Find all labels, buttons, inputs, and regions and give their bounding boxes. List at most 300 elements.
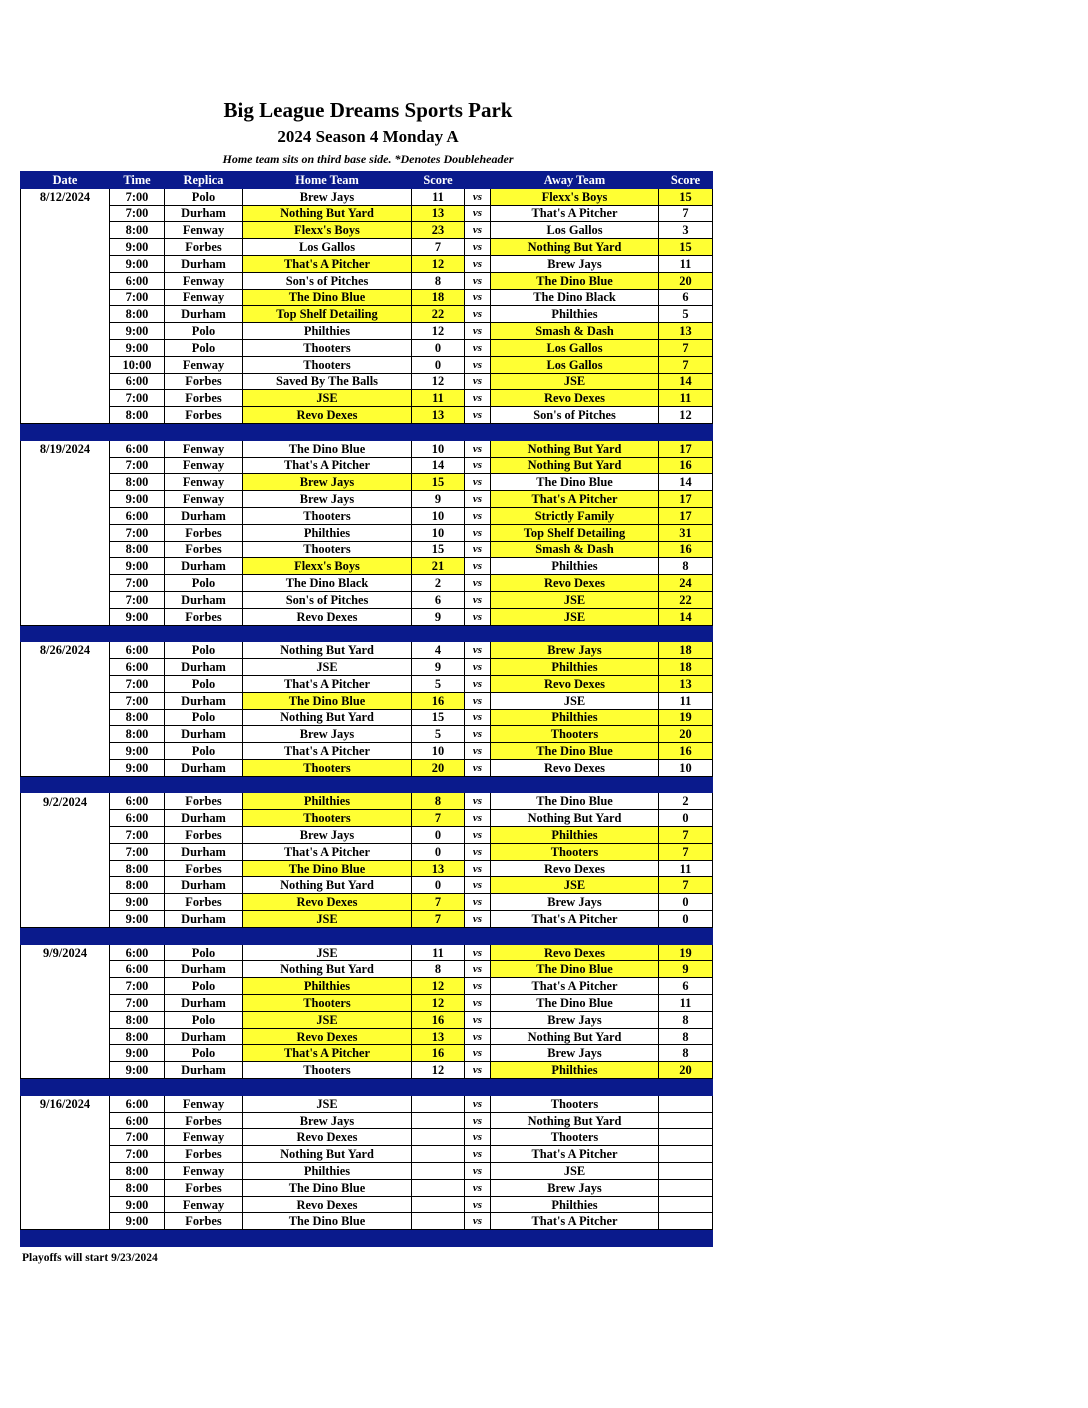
home-team-cell: Son's of Pitches: [243, 591, 412, 608]
away-team-cell: Thooters: [491, 1095, 659, 1112]
home-team-cell: JSE: [243, 659, 412, 676]
replica-cell: Forbes: [165, 860, 243, 877]
vs-cell: vs: [465, 1179, 491, 1196]
separator-cell: [21, 625, 110, 642]
separator-cell: [110, 1230, 165, 1247]
separator-cell: [412, 423, 465, 440]
table-row: [21, 524, 713, 541]
away-score-cell: 17: [659, 491, 713, 508]
away-team-cell: Nothing But Yard: [491, 1112, 659, 1129]
schedule-table: [20, 171, 713, 1247]
home-score-cell: 22: [412, 306, 465, 323]
home-score-cell: 12: [412, 978, 465, 995]
table-row: [21, 642, 713, 659]
home-score-cell: 21: [412, 558, 465, 575]
time-cell: 7:00: [110, 289, 165, 306]
table-row: [21, 709, 713, 726]
away-score-cell: 7: [659, 843, 713, 860]
away-team-cell: Brew Jays: [491, 255, 659, 272]
date-cell: [21, 1163, 110, 1180]
away-score-cell: 7: [659, 356, 713, 373]
away-score-cell: 3: [659, 222, 713, 239]
table-row: [21, 373, 713, 390]
vs-cell: vs: [465, 692, 491, 709]
replica-cell: Fenway: [165, 1095, 243, 1112]
vs-cell: vs: [465, 1011, 491, 1028]
away-score-cell: 31: [659, 524, 713, 541]
separator-cell: [110, 423, 165, 440]
home-score-cell: 15: [412, 541, 465, 558]
home-team-cell: Brew Jays: [243, 726, 412, 743]
home-score-cell: 6: [412, 591, 465, 608]
home-score-cell: 18: [412, 289, 465, 306]
away-score-cell: [659, 1213, 713, 1230]
away-team-cell: Los Gallos: [491, 339, 659, 356]
away-team-cell: Los Gallos: [491, 356, 659, 373]
away-score-cell: 18: [659, 642, 713, 659]
time-cell: 9:00: [110, 239, 165, 256]
home-score-cell: 8: [412, 793, 465, 810]
time-cell: 8:00: [110, 407, 165, 424]
separator-cell: [243, 1230, 412, 1247]
week-separator: [21, 625, 713, 642]
replica-cell: Polo: [165, 188, 243, 205]
replica-cell: Forbes: [165, 1146, 243, 1163]
time-cell: 7:00: [110, 843, 165, 860]
home-score-cell: [412, 1095, 465, 1112]
vs-cell: vs: [465, 995, 491, 1012]
replica-cell: Durham: [165, 911, 243, 928]
table-row: [21, 1112, 713, 1129]
date-cell: [21, 222, 110, 239]
home-team-cell: Brew Jays: [243, 474, 412, 491]
separator-cell: [465, 625, 491, 642]
separator-cell: [491, 776, 659, 793]
separator-cell: [412, 776, 465, 793]
home-score-cell: 15: [412, 709, 465, 726]
replica-cell: Forbes: [165, 407, 243, 424]
away-team-cell: Strictly Family: [491, 507, 659, 524]
away-team-cell: JSE: [491, 373, 659, 390]
date-cell: [21, 272, 110, 289]
separator-cell: [491, 927, 659, 944]
home-score-cell: 10: [412, 507, 465, 524]
vs-cell: vs: [465, 272, 491, 289]
time-cell: 8:00: [110, 877, 165, 894]
time-cell: 7:00: [110, 457, 165, 474]
vs-cell: vs: [465, 675, 491, 692]
separator-cell: [659, 1079, 713, 1096]
home-team-cell: That's A Pitcher: [243, 457, 412, 474]
col-away-team: Away Team: [491, 172, 659, 189]
time-cell: 6:00: [110, 373, 165, 390]
time-cell: 8:00: [110, 222, 165, 239]
away-score-cell: 13: [659, 323, 713, 340]
time-cell: 6:00: [110, 440, 165, 457]
home-score-cell: 10: [412, 440, 465, 457]
replica-cell: Forbes: [165, 608, 243, 625]
date-cell: [21, 726, 110, 743]
date-cell: 8/12/2024: [21, 188, 110, 205]
separator-cell: [491, 1230, 659, 1247]
table-row: [21, 1028, 713, 1045]
separator-cell: [21, 1079, 110, 1096]
home-team-cell: Nothing But Yard: [243, 642, 412, 659]
vs-cell: vs: [465, 524, 491, 541]
time-cell: 6:00: [110, 1095, 165, 1112]
date-cell: [21, 1062, 110, 1079]
table-row: [21, 759, 713, 776]
away-team-cell: JSE: [491, 608, 659, 625]
separator-cell: [412, 927, 465, 944]
table-row: [21, 558, 713, 575]
away-score-cell: 24: [659, 575, 713, 592]
away-team-cell: Brew Jays: [491, 1011, 659, 1028]
table-row: [21, 1045, 713, 1062]
replica-cell: Durham: [165, 995, 243, 1012]
vs-cell: vs: [465, 339, 491, 356]
time-cell: 8:00: [110, 726, 165, 743]
home-score-cell: 4: [412, 642, 465, 659]
date-cell: [21, 239, 110, 256]
replica-cell: Polo: [165, 978, 243, 995]
date-cell: [21, 759, 110, 776]
home-team-cell: The Dino Blue: [243, 289, 412, 306]
replica-cell: Durham: [165, 692, 243, 709]
away-score-cell: 18: [659, 659, 713, 676]
vs-cell: vs: [465, 843, 491, 860]
date-cell: [21, 255, 110, 272]
away-team-cell: Brew Jays: [491, 642, 659, 659]
replica-cell: Forbes: [165, 894, 243, 911]
away-team-cell: That's A Pitcher: [491, 1213, 659, 1230]
away-team-cell: Nothing But Yard: [491, 457, 659, 474]
away-team-cell: Smash & Dash: [491, 323, 659, 340]
week-separator: [21, 1079, 713, 1096]
vs-cell: vs: [465, 1045, 491, 1062]
replica-cell: Polo: [165, 1045, 243, 1062]
away-score-cell: 22: [659, 591, 713, 608]
time-cell: 9:00: [110, 491, 165, 508]
away-score-cell: 17: [659, 440, 713, 457]
away-score-cell: [659, 1146, 713, 1163]
date-cell: [21, 507, 110, 524]
replica-cell: Durham: [165, 205, 243, 222]
home-score-cell: [412, 1112, 465, 1129]
separator-cell: [659, 423, 713, 440]
away-score-cell: 6: [659, 289, 713, 306]
replica-cell: Forbes: [165, 793, 243, 810]
away-team-cell: Revo Dexes: [491, 390, 659, 407]
time-cell: 9:00: [110, 1196, 165, 1213]
date-cell: [21, 978, 110, 995]
date-cell: [21, 843, 110, 860]
home-team-cell: Brew Jays: [243, 1112, 412, 1129]
home-team-cell: Revo Dexes: [243, 1028, 412, 1045]
replica-cell: Fenway: [165, 474, 243, 491]
table-row: [21, 507, 713, 524]
away-score-cell: 0: [659, 894, 713, 911]
time-cell: 9:00: [110, 894, 165, 911]
separator-cell: [165, 776, 243, 793]
time-cell: 6:00: [110, 642, 165, 659]
vs-cell: vs: [465, 659, 491, 676]
away-team-cell: Los Gallos: [491, 222, 659, 239]
date-cell: [21, 373, 110, 390]
away-team-cell: JSE: [491, 877, 659, 894]
date-cell: [21, 1179, 110, 1196]
home-team-cell: The Dino Blue: [243, 860, 412, 877]
home-score-cell: 9: [412, 608, 465, 625]
date-cell: [21, 860, 110, 877]
time-cell: 6:00: [110, 961, 165, 978]
time-cell: 7:00: [110, 524, 165, 541]
date-cell: 8/19/2024: [21, 440, 110, 457]
vs-cell: vs: [465, 743, 491, 760]
vs-cell: vs: [465, 726, 491, 743]
home-score-cell: 10: [412, 743, 465, 760]
away-score-cell: 15: [659, 188, 713, 205]
home-score-cell: 15: [412, 474, 465, 491]
vs-cell: vs: [465, 205, 491, 222]
date-cell: [21, 289, 110, 306]
away-team-cell: The Dino Blue: [491, 272, 659, 289]
away-score-cell: 15: [659, 239, 713, 256]
date-cell: [21, 407, 110, 424]
date-cell: 9/16/2024: [21, 1095, 110, 1112]
home-team-cell: Revo Dexes: [243, 1196, 412, 1213]
home-score-cell: 0: [412, 877, 465, 894]
home-team-cell: Nothing But Yard: [243, 709, 412, 726]
home-score-cell: 16: [412, 1011, 465, 1028]
away-score-cell: 11: [659, 995, 713, 1012]
table-row: [21, 1196, 713, 1213]
separator-cell: [412, 625, 465, 642]
table-row: [21, 188, 713, 205]
away-team-cell: Philthies: [491, 558, 659, 575]
home-score-cell: 11: [412, 188, 465, 205]
home-team-cell: That's A Pitcher: [243, 255, 412, 272]
vs-cell: vs: [465, 356, 491, 373]
home-team-cell: That's A Pitcher: [243, 743, 412, 760]
separator-cell: [110, 1079, 165, 1096]
away-team-cell: The Dino Blue: [491, 474, 659, 491]
time-cell: 10:00: [110, 356, 165, 373]
away-team-cell: Top Shelf Detailing: [491, 524, 659, 541]
vs-cell: vs: [465, 188, 491, 205]
away-score-cell: 6: [659, 978, 713, 995]
separator-cell: [491, 1079, 659, 1096]
replica-cell: Forbes: [165, 1213, 243, 1230]
home-score-cell: 5: [412, 726, 465, 743]
date-cell: 9/2/2024: [21, 793, 110, 810]
replica-cell: Polo: [165, 339, 243, 356]
home-team-cell: The Dino Black: [243, 575, 412, 592]
vs-cell: vs: [465, 894, 491, 911]
vs-cell: vs: [465, 793, 491, 810]
separator-cell: [465, 423, 491, 440]
col-vs: [465, 172, 491, 189]
col-date: Date: [21, 172, 110, 189]
separator-cell: [21, 776, 110, 793]
date-cell: [21, 961, 110, 978]
date-cell: [21, 995, 110, 1012]
time-cell: 8:00: [110, 709, 165, 726]
vs-cell: vs: [465, 239, 491, 256]
replica-cell: Durham: [165, 759, 243, 776]
away-team-cell: Brew Jays: [491, 894, 659, 911]
home-score-cell: 10: [412, 524, 465, 541]
vs-cell: vs: [465, 877, 491, 894]
date-cell: [21, 709, 110, 726]
replica-cell: Fenway: [165, 272, 243, 289]
home-score-cell: 9: [412, 659, 465, 676]
table-row: [21, 239, 713, 256]
home-team-cell: Thooters: [243, 356, 412, 373]
home-team-cell: Philthies: [243, 1163, 412, 1180]
home-team-cell: Thooters: [243, 759, 412, 776]
vs-cell: vs: [465, 1062, 491, 1079]
separator-cell: [110, 625, 165, 642]
home-team-cell: Philthies: [243, 978, 412, 995]
away-score-cell: 19: [659, 944, 713, 961]
home-team-cell: Revo Dexes: [243, 608, 412, 625]
vs-cell: vs: [465, 1095, 491, 1112]
replica-cell: Durham: [165, 1062, 243, 1079]
vs-cell: vs: [465, 390, 491, 407]
away-score-cell: [659, 1095, 713, 1112]
away-score-cell: 20: [659, 272, 713, 289]
time-cell: 7:00: [110, 827, 165, 844]
separator-cell: [243, 1079, 412, 1096]
replica-cell: Forbes: [165, 239, 243, 256]
date-cell: [21, 541, 110, 558]
replica-cell: Durham: [165, 306, 243, 323]
away-team-cell: JSE: [491, 1163, 659, 1180]
away-team-cell: Revo Dexes: [491, 575, 659, 592]
replica-cell: Polo: [165, 743, 243, 760]
table-row: [21, 978, 713, 995]
home-team-cell: Top Shelf Detailing: [243, 306, 412, 323]
date-cell: [21, 1196, 110, 1213]
time-cell: 9:00: [110, 759, 165, 776]
away-score-cell: 12: [659, 407, 713, 424]
time-cell: 9:00: [110, 255, 165, 272]
away-score-cell: 11: [659, 860, 713, 877]
vs-cell: vs: [465, 407, 491, 424]
home-score-cell: 2: [412, 575, 465, 592]
vs-cell: vs: [465, 911, 491, 928]
date-cell: [21, 306, 110, 323]
col-home-team: Home Team: [243, 172, 412, 189]
time-cell: 7:00: [110, 692, 165, 709]
home-score-cell: 12: [412, 255, 465, 272]
home-team-cell: Philthies: [243, 524, 412, 541]
away-score-cell: 14: [659, 474, 713, 491]
time-cell: 8:00: [110, 541, 165, 558]
home-score-cell: 12: [412, 995, 465, 1012]
replica-cell: Durham: [165, 961, 243, 978]
separator-cell: [165, 423, 243, 440]
replica-cell: Fenway: [165, 1196, 243, 1213]
col-away-score: Score: [659, 172, 713, 189]
home-team-cell: That's A Pitcher: [243, 675, 412, 692]
home-team-cell: Revo Dexes: [243, 1129, 412, 1146]
table-row: [21, 474, 713, 491]
home-score-cell: 5: [412, 675, 465, 692]
time-cell: 8:00: [110, 1028, 165, 1045]
date-cell: [21, 894, 110, 911]
away-team-cell: Philthies: [491, 306, 659, 323]
table-row: [21, 356, 713, 373]
home-team-cell: JSE: [243, 911, 412, 928]
table-row: [21, 995, 713, 1012]
away-team-cell: Thooters: [491, 726, 659, 743]
replica-cell: Forbes: [165, 1179, 243, 1196]
replica-cell: Durham: [165, 591, 243, 608]
replica-cell: Fenway: [165, 356, 243, 373]
vs-cell: vs: [465, 827, 491, 844]
date-cell: [21, 339, 110, 356]
away-team-cell: JSE: [491, 692, 659, 709]
vs-cell: vs: [465, 810, 491, 827]
home-score-cell: 13: [412, 205, 465, 222]
away-score-cell: 16: [659, 541, 713, 558]
away-score-cell: 20: [659, 1062, 713, 1079]
replica-cell: Fenway: [165, 1129, 243, 1146]
separator-cell: [465, 1079, 491, 1096]
home-team-cell: Nothing But Yard: [243, 877, 412, 894]
vs-cell: vs: [465, 373, 491, 390]
home-score-cell: 8: [412, 961, 465, 978]
home-score-cell: 7: [412, 911, 465, 928]
away-team-cell: Nothing But Yard: [491, 440, 659, 457]
time-cell: 6:00: [110, 1112, 165, 1129]
replica-cell: Durham: [165, 810, 243, 827]
vs-cell: vs: [465, 1196, 491, 1213]
replica-cell: Fenway: [165, 457, 243, 474]
date-cell: [21, 356, 110, 373]
table-row: [21, 1011, 713, 1028]
vs-cell: vs: [465, 1028, 491, 1045]
table-row: [21, 860, 713, 877]
separator-cell: [165, 927, 243, 944]
col-time: Time: [110, 172, 165, 189]
playoffs-note: Playoffs will start 9/23/2024: [22, 1252, 158, 1264]
time-cell: 6:00: [110, 659, 165, 676]
home-team-note: Home team sits on third base side. *Denotes Doubleheader: [222, 152, 514, 166]
table-row: [21, 575, 713, 592]
home-team-cell: Brew Jays: [243, 491, 412, 508]
home-score-cell: 0: [412, 339, 465, 356]
vs-cell: vs: [465, 608, 491, 625]
separator-cell: [21, 1230, 110, 1247]
home-score-cell: 11: [412, 944, 465, 961]
table-row: [21, 591, 713, 608]
away-score-cell: 13: [659, 675, 713, 692]
replica-cell: Polo: [165, 1011, 243, 1028]
date-cell: [21, 1213, 110, 1230]
separator-cell: [659, 927, 713, 944]
date-cell: [21, 1112, 110, 1129]
away-score-cell: 14: [659, 373, 713, 390]
table-row: [21, 339, 713, 356]
table-row: [21, 743, 713, 760]
home-score-cell: 23: [412, 222, 465, 239]
home-team-cell: Philthies: [243, 793, 412, 810]
time-cell: 9:00: [110, 558, 165, 575]
away-score-cell: 9: [659, 961, 713, 978]
